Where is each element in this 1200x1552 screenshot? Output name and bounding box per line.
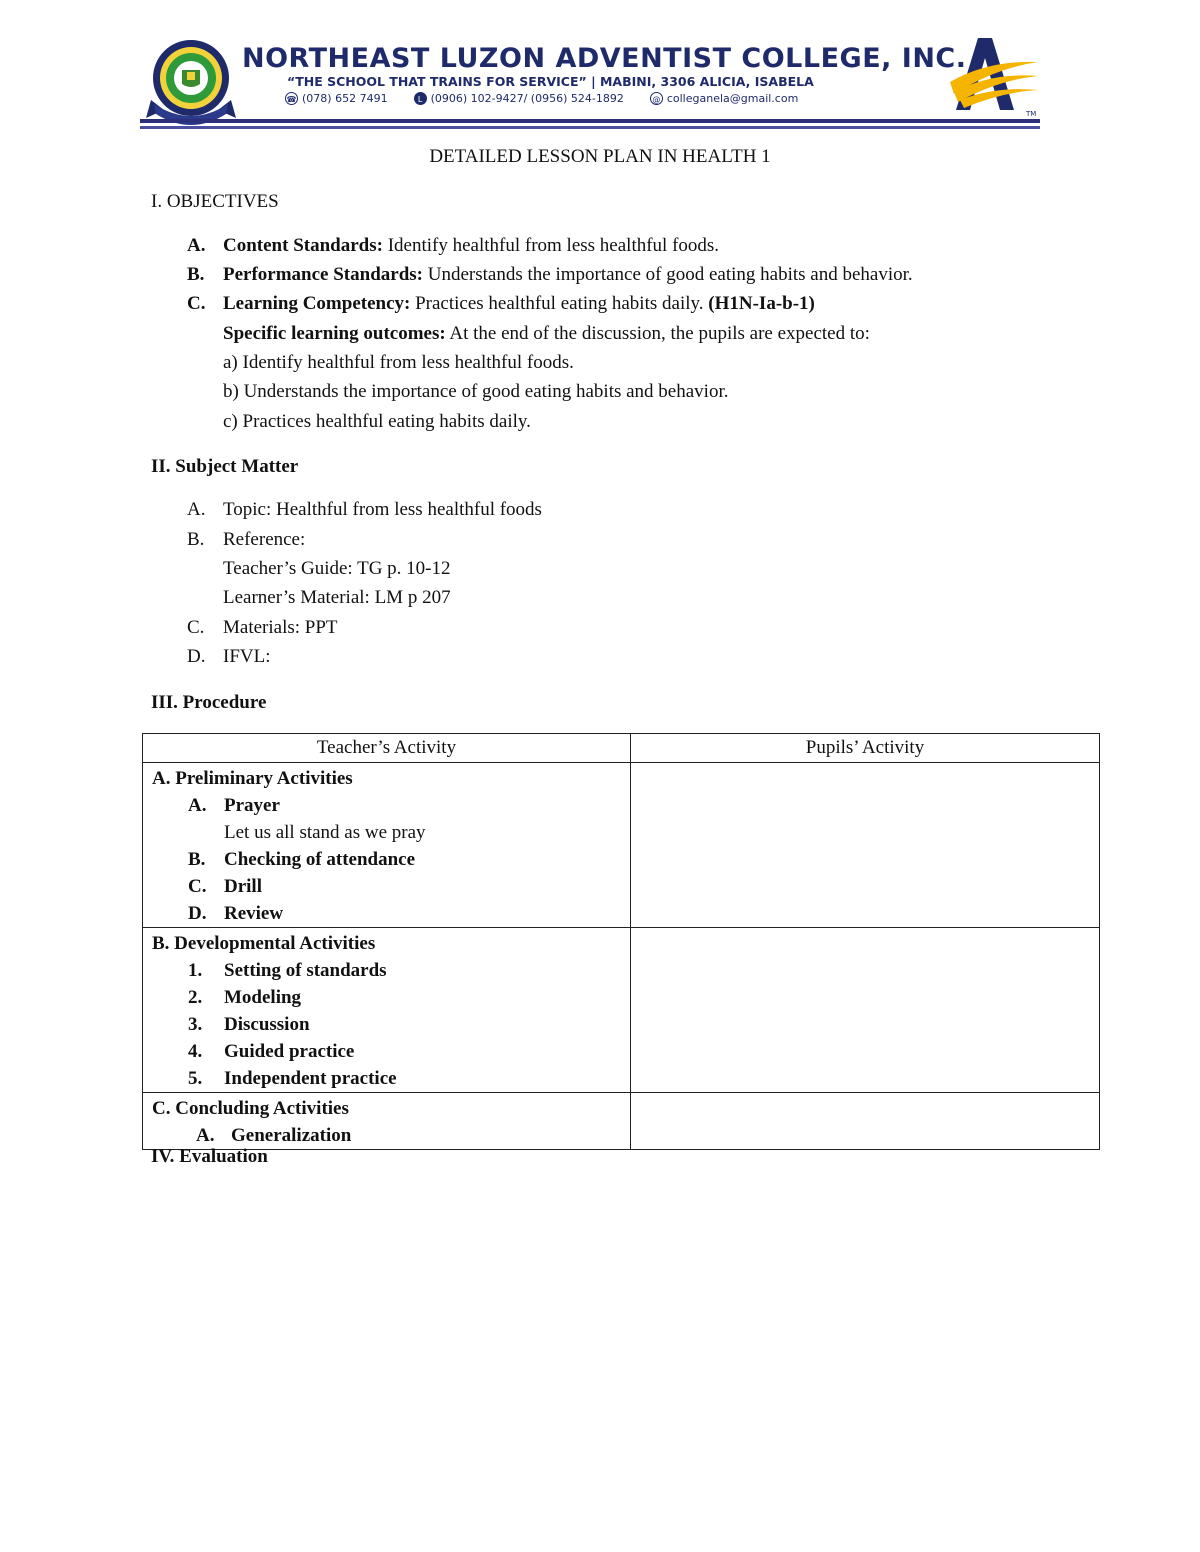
- procedure-table: [142, 733, 1100, 1150]
- college-motto: “THE SCHOOL THAT TRAINS FOR SERVICE” | MABINI, 3306 ALICIA, ISABELA: [287, 74, 814, 89]
- phone-contact: [285, 92, 388, 105]
- college-name: NORTHEAST LUZON ADVENTIST COLLEGE, INC.: [242, 43, 967, 74]
- column-header-teacher: Teacher’s Activity: [143, 734, 631, 763]
- list-item-text: Drill: [224, 876, 262, 897]
- subject-item-marker: A.: [187, 499, 206, 520]
- email-address: colleganela@gmail.com: [666, 92, 799, 105]
- contact-info: [285, 92, 824, 105]
- list-item: [152, 1011, 630, 1038]
- concluding-activities-title: C. Concluding Activities: [152, 1098, 349, 1119]
- subject-item-marker: C.: [187, 617, 205, 638]
- list-item: [152, 984, 630, 1011]
- subject-matter-heading: II. Subject Matter: [151, 456, 299, 477]
- subject-item: [223, 587, 451, 609]
- subject-item: [223, 558, 451, 580]
- subject-item: [187, 499, 542, 521]
- developmental-activities-title: B. Developmental Activities: [152, 933, 376, 954]
- list-item-marker: 3.: [188, 1014, 203, 1035]
- subject-item-text: Learner’s Material: LM p 207: [223, 587, 451, 608]
- specific-outcomes: [223, 323, 870, 345]
- subject-item: [187, 529, 306, 551]
- table-header-row: [143, 734, 1100, 763]
- list-item-text: Prayer: [224, 795, 280, 816]
- table-row: [143, 763, 1100, 928]
- list-item: [152, 792, 630, 819]
- outcome-item: c) Practices healthful eating habits daily.: [223, 411, 531, 432]
- list-item-marker: A.: [196, 1125, 215, 1146]
- performance-standards-text: Understands the importance of good eating habits and behavior.: [423, 264, 913, 285]
- list-item: [152, 1038, 630, 1065]
- list-item: [152, 1065, 630, 1092]
- a-logo-icon: [948, 38, 1040, 118]
- list-item: [152, 1122, 630, 1149]
- list-item-marker: 5.: [188, 1068, 203, 1089]
- list-item-text: Discussion: [224, 1014, 310, 1035]
- svg-text:TM: TM: [1026, 110, 1037, 118]
- list-item: [152, 900, 630, 927]
- list-item-text: Let us all stand as we pray: [224, 822, 426, 843]
- competency-code: (H1N-Ia-b-1): [708, 293, 815, 314]
- list-item-text: Checking of attendance: [224, 849, 416, 870]
- learning-competency: [187, 293, 815, 315]
- pupils-activity-cell: [631, 928, 1100, 1093]
- list-item-marker: C.: [188, 876, 207, 897]
- learning-competency-marker: C.: [187, 293, 206, 314]
- subject-item-marker: B.: [187, 529, 205, 550]
- content-standards: [187, 235, 720, 257]
- subject-item-text: IFVL:: [223, 646, 271, 667]
- list-item: [152, 957, 630, 984]
- table-row: [143, 1093, 1100, 1150]
- learning-competency-text: Practices healthful eating habits daily.: [410, 293, 709, 314]
- college-seal-icon: [146, 38, 236, 128]
- outcome-item: a) Identify healthful from less healthful foods.: [223, 352, 574, 373]
- performance-standards: [187, 264, 913, 286]
- list-item-text: Review: [224, 903, 284, 924]
- subject-item: [187, 617, 338, 639]
- header-rule-secondary: [140, 126, 1040, 129]
- specific-outcomes-text: At the end of the discussion, the pupils are expected to:: [445, 323, 870, 344]
- subject-item-marker: D.: [187, 646, 206, 667]
- list-item-text: Generalization: [231, 1125, 352, 1146]
- concluding-activities-cell: [143, 1093, 631, 1150]
- list-item-text: Independent practice: [224, 1068, 397, 1089]
- subject-item-text: Materials: PPT: [223, 617, 338, 638]
- objectives-heading: I. OBJECTIVES: [151, 191, 279, 212]
- mobile-icon: L: [414, 92, 427, 105]
- outcome-item: b) Understands the importance of good eating habits and behavior.: [223, 381, 729, 402]
- header-rule: [140, 119, 1040, 123]
- subject-item-text: Topic: Healthful from less healthful foods: [223, 499, 542, 520]
- pupils-activity-cell: [631, 763, 1100, 928]
- email-icon: @: [650, 92, 663, 105]
- list-item-marker: 2.: [188, 987, 203, 1008]
- list-item-marker: A.: [188, 795, 207, 816]
- developmental-activities-cell: [143, 928, 631, 1093]
- column-header-pupils: Pupils’ Activity: [631, 734, 1100, 763]
- list-item-text: Modeling: [224, 987, 302, 1008]
- learning-competency-label: Learning Competency:: [223, 293, 411, 314]
- subject-item-text: Reference:: [223, 529, 306, 550]
- list-item-text: Guided practice: [224, 1041, 355, 1062]
- list-item-marker: D.: [188, 903, 207, 924]
- mobile-number: (0906) 102-9427/ (0956) 524-1892: [430, 92, 624, 105]
- list-item-marker: 1.: [188, 960, 203, 981]
- list-item: [152, 873, 630, 900]
- content-standards-label: Content Standards:: [223, 235, 383, 256]
- list-item-marker: 4.: [188, 1041, 203, 1062]
- list-item: [152, 819, 630, 846]
- mobile-contact: [414, 92, 624, 105]
- procedure-heading: III. Procedure: [151, 692, 267, 713]
- list-item: [152, 846, 630, 873]
- table-row: [143, 928, 1100, 1093]
- list-item-marker: B.: [188, 849, 206, 870]
- email-contact: [650, 92, 798, 105]
- document-title: DETAILED LESSON PLAN IN HEALTH 1: [429, 146, 771, 167]
- performance-standards-marker: B.: [187, 264, 205, 285]
- phone-icon: ☎: [285, 92, 298, 105]
- list-item-text: Setting of standards: [224, 960, 387, 981]
- pupils-activity-cell: [631, 1093, 1100, 1150]
- subject-item: [187, 646, 271, 668]
- content-standards-text: Identify healthful from less healthful foods.: [382, 235, 720, 256]
- performance-standards-label: Performance Standards:: [223, 264, 423, 285]
- preliminary-activities-title: A. Preliminary Activities: [152, 768, 353, 789]
- subject-item-text: Teacher’s Guide: TG p. 10-12: [223, 558, 451, 579]
- content-standards-marker: A.: [187, 235, 206, 256]
- specific-outcomes-label: Specific learning outcomes:: [223, 323, 446, 344]
- phone-number: (078) 652 7491: [302, 92, 388, 105]
- evaluation-heading: IV. Evaluation: [151, 1146, 268, 1167]
- preliminary-activities-cell: [143, 763, 631, 928]
